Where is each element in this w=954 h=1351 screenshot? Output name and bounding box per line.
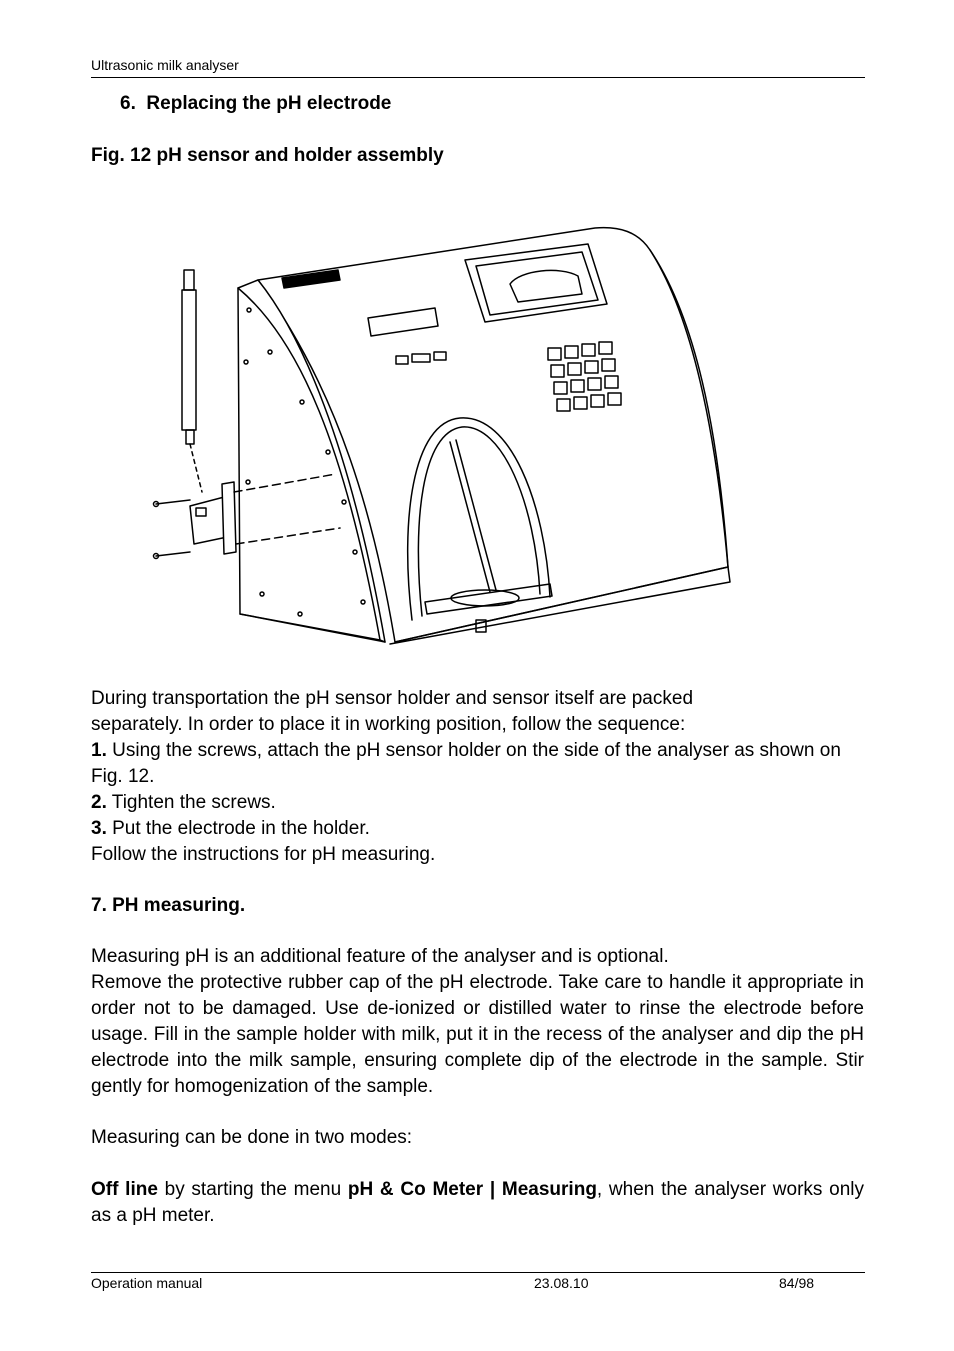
offline-label: Off line	[91, 1179, 158, 1200]
step-3-text: Put the electrode in the holder.	[106, 818, 370, 839]
step-1-number: 1.	[91, 740, 107, 761]
running-header: Ultrasonic milk analyser	[91, 57, 239, 73]
measuring-paragraph: Remove the protective rubber cap of the pH electrode. Take care to handle it appropriate in order not to be damaged. Use de-ionized or distilled water to rinse the electrode before usage. Fill in the sample holder with milk, put it in the recess of the analyser and dip the pH electrode into the milk sample, ensuring complete dip of the electrode in the sample. Stir gently for homogenization of the sample.	[91, 972, 864, 1097]
offline-mode-paragraph	[91, 1177, 864, 1229]
transport-intro-line-2: separately. In order to place it in working position, follow the sequence:	[91, 714, 686, 735]
follow-instructions: Follow the instructions for pH measuring.	[91, 844, 436, 865]
transport-instructions	[91, 686, 864, 868]
step-3-number: 3.	[91, 818, 107, 839]
footer-date: 23.08.10	[534, 1275, 589, 1291]
offline-end-text: , when the analyser works only as a pH meter.	[91, 1179, 864, 1226]
step-2	[91, 790, 864, 816]
step-2-text: Tighten the screws.	[106, 792, 276, 813]
section-7-heading: 7. PH measuring.	[91, 895, 246, 916]
offline-mid-text: by starting the menu	[157, 1179, 348, 1200]
section-6-number: 6.	[120, 93, 136, 114]
step-2-number: 2.	[91, 792, 107, 813]
section-6-heading	[120, 93, 391, 115]
step-3	[91, 816, 864, 842]
transport-intro-line-1: During transportation the pH sensor holder and sensor itself are packed	[91, 688, 694, 709]
ph-sensor-assembly-illustration	[150, 222, 740, 650]
footer-rule	[91, 1272, 865, 1273]
figure-caption: Fig. 12 pH sensor and holder assembly	[91, 145, 444, 166]
header-rule	[91, 77, 865, 78]
step-1	[91, 738, 864, 790]
step-1-text: Using the screws, attach the pH sensor holder on the side of the analyser as shown on Fig. 12.	[91, 740, 841, 787]
measuring-optional: Measuring pH is an additional feature of the analyser and is optional.	[91, 946, 669, 967]
offline-menu-path: pH & Co Meter | Measuring	[347, 1179, 597, 1200]
measuring-modes: Measuring can be done in two modes:	[91, 1127, 413, 1148]
footer-page-number: 84/98	[779, 1275, 815, 1291]
footer-manual-title: Operation manual	[91, 1275, 203, 1291]
section-6-title: Replacing the pH electrode	[146, 93, 392, 114]
